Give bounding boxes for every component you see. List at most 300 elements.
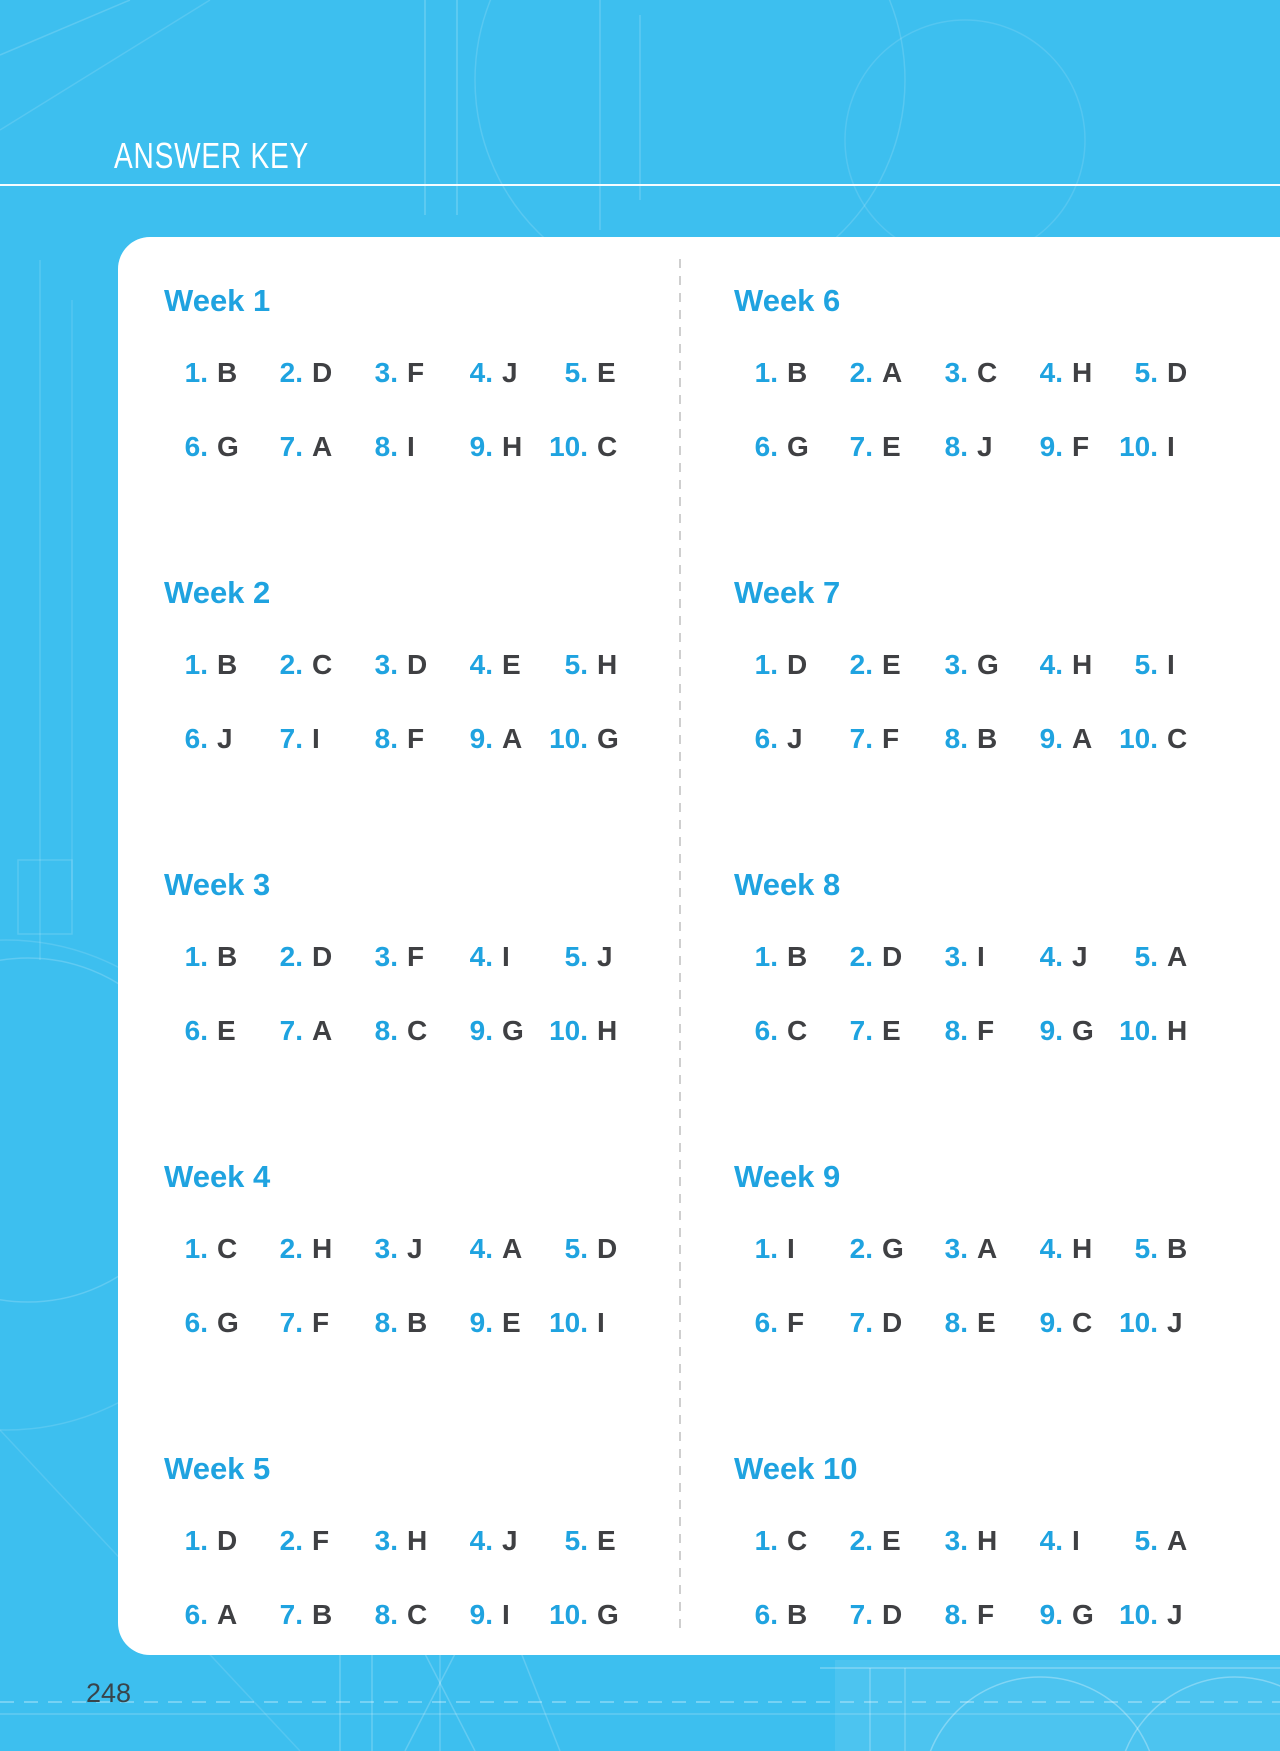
answer-letter: G	[597, 1599, 619, 1630]
answer-item	[829, 1307, 924, 1339]
week-block-week-8	[734, 867, 1254, 1047]
answer-row	[734, 431, 1254, 463]
answer-item	[544, 357, 639, 389]
answer-item	[259, 357, 354, 389]
answer-number: 2.	[279, 941, 303, 972]
answer-item	[1019, 1599, 1114, 1631]
answer-item	[544, 431, 639, 463]
answer-letter: J	[1167, 1307, 1183, 1338]
answer-number: 4.	[469, 649, 493, 680]
answer-item	[449, 1525, 544, 1557]
answer-letter: B	[977, 723, 998, 754]
answer-item	[544, 1233, 639, 1265]
answer-number: 6.	[754, 1015, 778, 1046]
answer-number: 2.	[849, 1233, 873, 1264]
answer-number: 1.	[754, 1525, 778, 1556]
answer-item	[164, 649, 259, 681]
answer-row	[734, 1015, 1254, 1047]
answer-item	[1114, 431, 1209, 463]
answer-item	[734, 723, 829, 755]
answer-letter: J	[977, 431, 993, 462]
answer-item	[544, 1015, 639, 1047]
answer-item	[354, 1525, 449, 1557]
answer-row	[164, 1599, 664, 1631]
answer-number: 4.	[469, 1525, 493, 1556]
answer-letter: H	[502, 431, 523, 462]
answer-item	[1019, 723, 1114, 755]
answer-row	[164, 1307, 664, 1339]
answer-letter: I	[1072, 1525, 1080, 1556]
answer-letter: D	[597, 1233, 618, 1264]
answer-number: 9.	[469, 431, 493, 462]
answer-letter: E	[882, 1015, 901, 1046]
answer-letter: E	[882, 649, 901, 680]
answer-row	[164, 1015, 664, 1047]
answer-item	[544, 1525, 639, 1557]
answer-letter: E	[217, 1015, 236, 1046]
answer-letter: C	[407, 1599, 428, 1630]
week-title: Week 8	[734, 867, 841, 902]
week-title: Week 9	[734, 1159, 841, 1194]
answer-letter: H	[1072, 1233, 1093, 1264]
answer-letter: E	[882, 431, 901, 462]
answer-letter: H	[1072, 649, 1093, 680]
answer-letter: J	[407, 1233, 423, 1264]
answer-number: 5.	[1134, 1233, 1158, 1264]
answer-number: 7.	[279, 431, 303, 462]
answer-item	[354, 941, 449, 973]
answer-item	[164, 1307, 259, 1339]
answer-letter: H	[977, 1525, 998, 1556]
answer-item	[164, 1015, 259, 1047]
answer-row	[164, 649, 664, 681]
answer-item	[734, 649, 829, 681]
answer-item	[1114, 357, 1209, 389]
answer-item	[924, 1525, 1019, 1557]
answer-item	[1019, 357, 1114, 389]
answer-number: 3.	[374, 1525, 398, 1556]
answer-item	[259, 941, 354, 973]
answer-number: 8.	[374, 723, 398, 754]
answer-number: 5.	[1134, 941, 1158, 972]
answer-number: 3.	[374, 941, 398, 972]
answer-letter: D	[882, 1599, 903, 1630]
answer-number: 3.	[374, 357, 398, 388]
answer-number: 3.	[944, 1233, 968, 1264]
answer-number: 8.	[944, 1015, 968, 1046]
answer-letter: E	[502, 1307, 521, 1338]
answer-item	[164, 1599, 259, 1631]
answer-number: 5.	[564, 1525, 588, 1556]
answer-item	[164, 357, 259, 389]
answer-row	[734, 941, 1254, 973]
answer-letter: D	[787, 649, 808, 680]
answer-item	[924, 431, 1019, 463]
answer-item	[1114, 1525, 1209, 1557]
answer-item	[259, 723, 354, 755]
header-divider-line	[0, 184, 1280, 186]
answer-item	[1114, 1599, 1209, 1631]
answer-item	[1019, 431, 1114, 463]
answer-item	[924, 1599, 1019, 1631]
answer-number: 5.	[1134, 1525, 1158, 1556]
answer-number: 10.	[549, 1599, 588, 1630]
answer-letter: G	[1072, 1015, 1094, 1046]
answer-letter: B	[217, 649, 238, 680]
week-block-week-4	[164, 1159, 664, 1339]
answer-letter: F	[312, 1307, 330, 1338]
week-block-week-5	[164, 1451, 664, 1631]
answer-letter: F	[977, 1599, 995, 1630]
answer-number: 5.	[564, 357, 588, 388]
week-title: Week 3	[164, 867, 271, 902]
answer-number: 3.	[374, 1233, 398, 1264]
answer-letter: I	[502, 941, 510, 972]
answer-item	[1114, 1233, 1209, 1265]
answer-letter: E	[597, 357, 616, 388]
answer-item	[354, 431, 449, 463]
answer-letter: C	[787, 1525, 808, 1556]
answer-item	[354, 1233, 449, 1265]
answer-letter: A	[502, 1233, 523, 1264]
week-block-week-3	[164, 867, 664, 1047]
week-title: Week 10	[734, 1451, 858, 1486]
answer-item	[924, 1307, 1019, 1339]
answer-letter: J	[787, 723, 803, 754]
answer-letter: F	[977, 1015, 995, 1046]
answer-number: 1.	[754, 1233, 778, 1264]
answer-number: 4.	[1039, 649, 1063, 680]
answer-item	[829, 649, 924, 681]
answer-letter: I	[407, 431, 415, 462]
answer-item	[449, 1307, 544, 1339]
answer-item	[449, 431, 544, 463]
answer-item	[734, 1599, 829, 1631]
answer-number: 3.	[944, 1525, 968, 1556]
answer-number: 10.	[549, 723, 588, 754]
page-title: ANSWER KEY	[114, 135, 310, 176]
answer-item	[354, 1307, 449, 1339]
answer-letter: I	[502, 1599, 510, 1630]
answer-item	[164, 1525, 259, 1557]
answer-row	[164, 941, 664, 973]
answer-item	[1114, 941, 1209, 973]
answer-number: 7.	[849, 723, 873, 754]
answer-letter: I	[787, 1233, 795, 1264]
answer-item	[829, 1233, 924, 1265]
answer-number: 7.	[279, 1015, 303, 1046]
answer-letter: G	[217, 1307, 239, 1338]
answer-item	[449, 941, 544, 973]
answer-row	[164, 723, 664, 755]
answer-number: 9.	[469, 1307, 493, 1338]
answer-row	[734, 1525, 1254, 1557]
answer-number: 5.	[564, 649, 588, 680]
answer-item	[259, 1525, 354, 1557]
answer-number: 6.	[754, 431, 778, 462]
answer-item	[449, 357, 544, 389]
answer-number: 8.	[374, 1015, 398, 1046]
answer-item	[544, 649, 639, 681]
answer-number: 8.	[944, 1599, 968, 1630]
answer-item	[924, 941, 1019, 973]
answer-item	[734, 1307, 829, 1339]
answer-letter: G	[787, 431, 809, 462]
answer-item	[164, 1233, 259, 1265]
answer-item	[259, 1307, 354, 1339]
week-title: Week 2	[164, 575, 271, 610]
answer-letter: B	[407, 1307, 428, 1338]
answer-number: 10.	[549, 1015, 588, 1046]
answer-number: 9.	[1039, 723, 1063, 754]
answer-number: 3.	[374, 649, 398, 680]
answer-number: 9.	[469, 1599, 493, 1630]
answer-letter: J	[502, 1525, 518, 1556]
answer-item	[829, 357, 924, 389]
answer-item	[449, 649, 544, 681]
answer-item	[164, 941, 259, 973]
answer-item	[259, 1599, 354, 1631]
answer-letter: J	[217, 723, 233, 754]
answer-number: 7.	[279, 723, 303, 754]
answer-letter: I	[312, 723, 320, 754]
answer-number: 7.	[279, 1307, 303, 1338]
answer-number: 4.	[1039, 941, 1063, 972]
answer-number: 4.	[1039, 1525, 1063, 1556]
answer-letter: C	[217, 1233, 238, 1264]
answer-letter: C	[597, 431, 618, 462]
answer-number: 1.	[754, 649, 778, 680]
answer-number: 5.	[1134, 357, 1158, 388]
answer-item	[354, 649, 449, 681]
answer-item	[1019, 941, 1114, 973]
answer-letter: G	[1072, 1599, 1094, 1630]
answer-letter: D	[217, 1525, 238, 1556]
answer-letter: A	[1167, 1525, 1188, 1556]
answer-item	[829, 723, 924, 755]
answer-number: 9.	[1039, 1015, 1063, 1046]
answer-letter: J	[1072, 941, 1088, 972]
answer-row	[734, 1307, 1254, 1339]
answer-number: 2.	[279, 1233, 303, 1264]
page-number: 248	[86, 1678, 132, 1708]
answer-row	[734, 1599, 1254, 1631]
answer-letter: I	[597, 1307, 605, 1338]
week-title: Week 6	[734, 283, 841, 318]
answer-item	[1019, 1525, 1114, 1557]
answer-item	[924, 1233, 1019, 1265]
answer-row	[734, 357, 1254, 389]
answer-item	[164, 723, 259, 755]
answer-number: 9.	[469, 1015, 493, 1046]
answer-item	[734, 357, 829, 389]
answer-letter: B	[217, 941, 238, 972]
answer-number: 8.	[374, 1307, 398, 1338]
answer-letter: A	[217, 1599, 238, 1630]
answer-number: 3.	[944, 649, 968, 680]
answer-item	[1019, 1307, 1114, 1339]
answer-letter: G	[597, 723, 619, 754]
answer-item	[354, 357, 449, 389]
answer-number: 10.	[549, 431, 588, 462]
answer-number: 1.	[184, 1233, 208, 1264]
answer-item	[449, 1015, 544, 1047]
answer-key-card	[118, 237, 1280, 1655]
answer-letter: A	[977, 1233, 998, 1264]
answer-letter: F	[882, 723, 900, 754]
answer-letter: J	[1167, 1599, 1183, 1630]
answer-number: 7.	[849, 1307, 873, 1338]
answer-number: 5.	[1134, 649, 1158, 680]
answer-number: 2.	[279, 1525, 303, 1556]
answer-item	[544, 1307, 639, 1339]
answer-letter: A	[502, 723, 523, 754]
answer-item	[829, 1599, 924, 1631]
answer-number: 5.	[564, 941, 588, 972]
answer-item	[1114, 1015, 1209, 1047]
answer-letter: A	[312, 1015, 333, 1046]
answer-number: 6.	[754, 1599, 778, 1630]
answer-item	[259, 1233, 354, 1265]
answer-number: 2.	[849, 1525, 873, 1556]
answer-number: 3.	[944, 357, 968, 388]
answer-letter: D	[882, 1307, 903, 1338]
week-block-week-10	[734, 1451, 1254, 1631]
answer-item	[354, 1599, 449, 1631]
answer-letter: E	[502, 649, 521, 680]
answer-letter: F	[312, 1525, 330, 1556]
answer-item	[734, 1525, 829, 1557]
answer-row	[734, 1233, 1254, 1265]
answer-number: 10.	[1119, 431, 1158, 462]
answer-item	[1019, 649, 1114, 681]
answer-item	[164, 431, 259, 463]
answer-item	[449, 723, 544, 755]
answer-letter: D	[312, 357, 333, 388]
answer-number: 8.	[944, 1307, 968, 1338]
answer-number: 1.	[754, 941, 778, 972]
answer-item	[924, 723, 1019, 755]
answer-letter: J	[597, 941, 613, 972]
answer-number: 8.	[374, 431, 398, 462]
answer-letter: G	[217, 431, 239, 462]
answer-letter: I	[1167, 431, 1175, 462]
answer-letter: G	[882, 1233, 904, 1264]
answer-letter: B	[1167, 1233, 1188, 1264]
answer-letter: E	[977, 1307, 996, 1338]
answer-item	[259, 431, 354, 463]
answer-number: 2.	[849, 649, 873, 680]
answer-item	[1019, 1015, 1114, 1047]
answer-number: 1.	[184, 357, 208, 388]
answer-letter: B	[787, 1599, 808, 1630]
week-block-week-6	[734, 283, 1254, 463]
answer-number: 8.	[374, 1599, 398, 1630]
answer-number: 1.	[184, 1525, 208, 1556]
answer-item	[829, 1525, 924, 1557]
answer-number: 1.	[754, 357, 778, 388]
answer-letter: A	[1072, 723, 1093, 754]
answer-number: 8.	[944, 431, 968, 462]
answer-letter: G	[977, 649, 999, 680]
answer-number: 4.	[469, 1233, 493, 1264]
answer-number: 1.	[184, 941, 208, 972]
answer-number: 2.	[279, 649, 303, 680]
week-block-week-2	[164, 575, 664, 755]
answer-letter: B	[787, 357, 808, 388]
answer-item	[544, 1599, 639, 1631]
answer-number: 7.	[279, 1599, 303, 1630]
answer-number: 10.	[1119, 723, 1158, 754]
answer-item	[259, 649, 354, 681]
answer-number: 7.	[849, 431, 873, 462]
answer-number: 8.	[944, 723, 968, 754]
answer-number: 10.	[1119, 1599, 1158, 1630]
answer-letter: F	[407, 941, 425, 972]
answer-letter: F	[407, 357, 425, 388]
answer-item	[734, 941, 829, 973]
answer-letter: A	[1167, 941, 1188, 972]
answer-item	[1019, 1233, 1114, 1265]
answer-letter: F	[1072, 431, 1090, 462]
answer-letter: C	[407, 1015, 428, 1046]
answer-letter: C	[1072, 1307, 1093, 1338]
answer-item	[829, 941, 924, 973]
answer-number: 1.	[184, 649, 208, 680]
answer-letter: F	[787, 1307, 805, 1338]
answer-item	[734, 431, 829, 463]
answer-letter: G	[502, 1015, 524, 1046]
answer-row	[734, 649, 1254, 681]
week-block-week-1	[164, 283, 664, 463]
answer-number: 2.	[849, 357, 873, 388]
answer-letter: E	[882, 1525, 901, 1556]
answer-letter: D	[882, 941, 903, 972]
answer-item	[734, 1233, 829, 1265]
left-column	[164, 283, 664, 1631]
answer-letter: F	[407, 723, 425, 754]
answer-letter: C	[977, 357, 998, 388]
column-divider	[679, 259, 681, 1633]
answer-item	[1114, 649, 1209, 681]
answer-item	[259, 1015, 354, 1047]
answer-letter: H	[597, 649, 618, 680]
answer-number: 6.	[184, 1307, 208, 1338]
answer-letter: A	[312, 431, 333, 462]
answer-item	[544, 941, 639, 973]
answer-number: 10.	[549, 1307, 588, 1338]
answer-letter: D	[1167, 357, 1188, 388]
answer-letter: I	[1167, 649, 1175, 680]
answer-letter: B	[312, 1599, 333, 1630]
answer-number: 10.	[1119, 1307, 1158, 1338]
answer-number: 6.	[184, 1599, 208, 1630]
answer-row	[164, 357, 664, 389]
week-title: Week 4	[164, 1159, 271, 1194]
answer-number: 5.	[564, 1233, 588, 1264]
answer-number: 6.	[184, 1015, 208, 1046]
answer-number: 6.	[184, 431, 208, 462]
answer-number: 9.	[1039, 1599, 1063, 1630]
answer-item	[354, 723, 449, 755]
answer-number: 4.	[469, 357, 493, 388]
answer-letter: D	[407, 649, 428, 680]
answer-item	[1114, 1307, 1209, 1339]
answer-letter: I	[977, 941, 985, 972]
answer-number: 3.	[944, 941, 968, 972]
answer-number: 7.	[849, 1599, 873, 1630]
answer-letter: A	[882, 357, 903, 388]
